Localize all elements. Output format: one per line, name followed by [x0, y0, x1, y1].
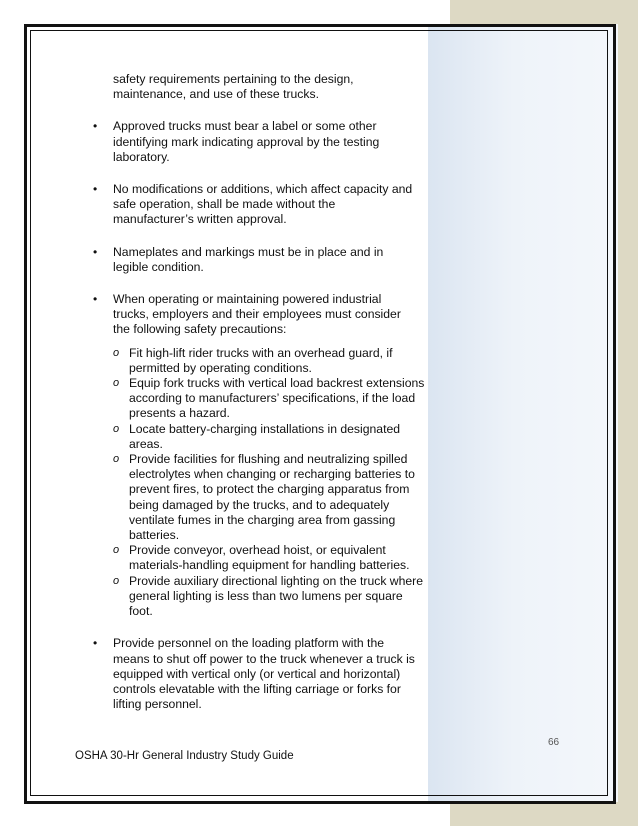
- bullet-item: [30, 182, 415, 228]
- sub-item-text: Provide facilities for flushing and neutralizing spilled electrolytes when changing or recharging batteries to prevent fires, to protect the charging apparatus from being damaged by the trucks, and to adequately ventilate fumes in the charging area from gassing batteries.: [129, 452, 415, 543]
- sub-item-text: Provide conveyor, overhead hoist, or equivalent materials-handling equipment for handling batteries.: [129, 543, 410, 573]
- sub-item-text: Equip fork trucks with vertical load backrest extensions according to manufacturers’ specifications, if the load presents a hazard.: [129, 376, 425, 421]
- bullet-icon: •: [93, 182, 98, 197]
- bullet-icon: •: [93, 292, 98, 307]
- sub-item: [113, 346, 429, 376]
- bullet-icon: •: [93, 119, 98, 134]
- bullet-text: Provide personnel on the loading platform with the means to shut off power to the truck whenever a truck is equipped with vertical only (or vertical and horizontal) controls elevatable with the lifting carriage or forks for lifting personnel.: [113, 636, 415, 712]
- bullet-item: [30, 245, 415, 275]
- sub-item-text: Fit high-lift rider trucks with an overhead guard, if permitted by operating conditions.: [129, 345, 393, 375]
- bullet-item: [30, 636, 415, 712]
- sub-bullet-icon: o: [113, 453, 120, 466]
- sub-bullet-icon: o: [113, 544, 120, 557]
- bullet-item: [30, 292, 425, 619]
- sub-item: [113, 574, 429, 620]
- sub-bullet-icon: o: [113, 422, 120, 435]
- sub-item: [113, 543, 429, 573]
- bullet-text: No modifications or additions, which affect capacity and safe operation, shall be made without the manufacturer’s written approval.: [113, 182, 413, 227]
- continuation-paragraph: safety requirements pertaining to the design, maintenance, and use of these trucks.: [113, 72, 354, 102]
- bullet-list: [30, 119, 430, 712]
- sub-item-text: Locate battery-charging installations in designated areas.: [129, 421, 401, 451]
- page-number: 66: [548, 737, 560, 748]
- bullet-text: Nameplates and markings must be in place and in legible condition.: [113, 244, 384, 274]
- sub-item-text: Provide auxiliary directional lighting on the truck where general lighting is less than two lumens per square foot.: [129, 573, 424, 619]
- page-content: [30, 72, 430, 729]
- bullet-icon: •: [93, 636, 98, 651]
- sub-bullet-icon: o: [113, 574, 120, 587]
- sub-bullet-icon: o: [113, 377, 120, 390]
- footer-title: OSHA 30-Hr General Industry Study Guide: [75, 750, 294, 762]
- sub-item: [113, 422, 429, 452]
- sub-item: [113, 452, 429, 543]
- sub-item: [113, 376, 429, 422]
- sub-bullet-icon: o: [113, 346, 120, 359]
- sub-list: [113, 345, 425, 620]
- bullet-item: [30, 119, 415, 165]
- bullet-text: When operating or maintaining powered industrial trucks, employers and their employees must consider the following safety precautions:: [113, 292, 401, 337]
- bullet-text: Approved trucks must bear a label or some other identifying mark indicating approval by the testing laboratory.: [113, 119, 380, 164]
- bullet-icon: •: [93, 244, 98, 259]
